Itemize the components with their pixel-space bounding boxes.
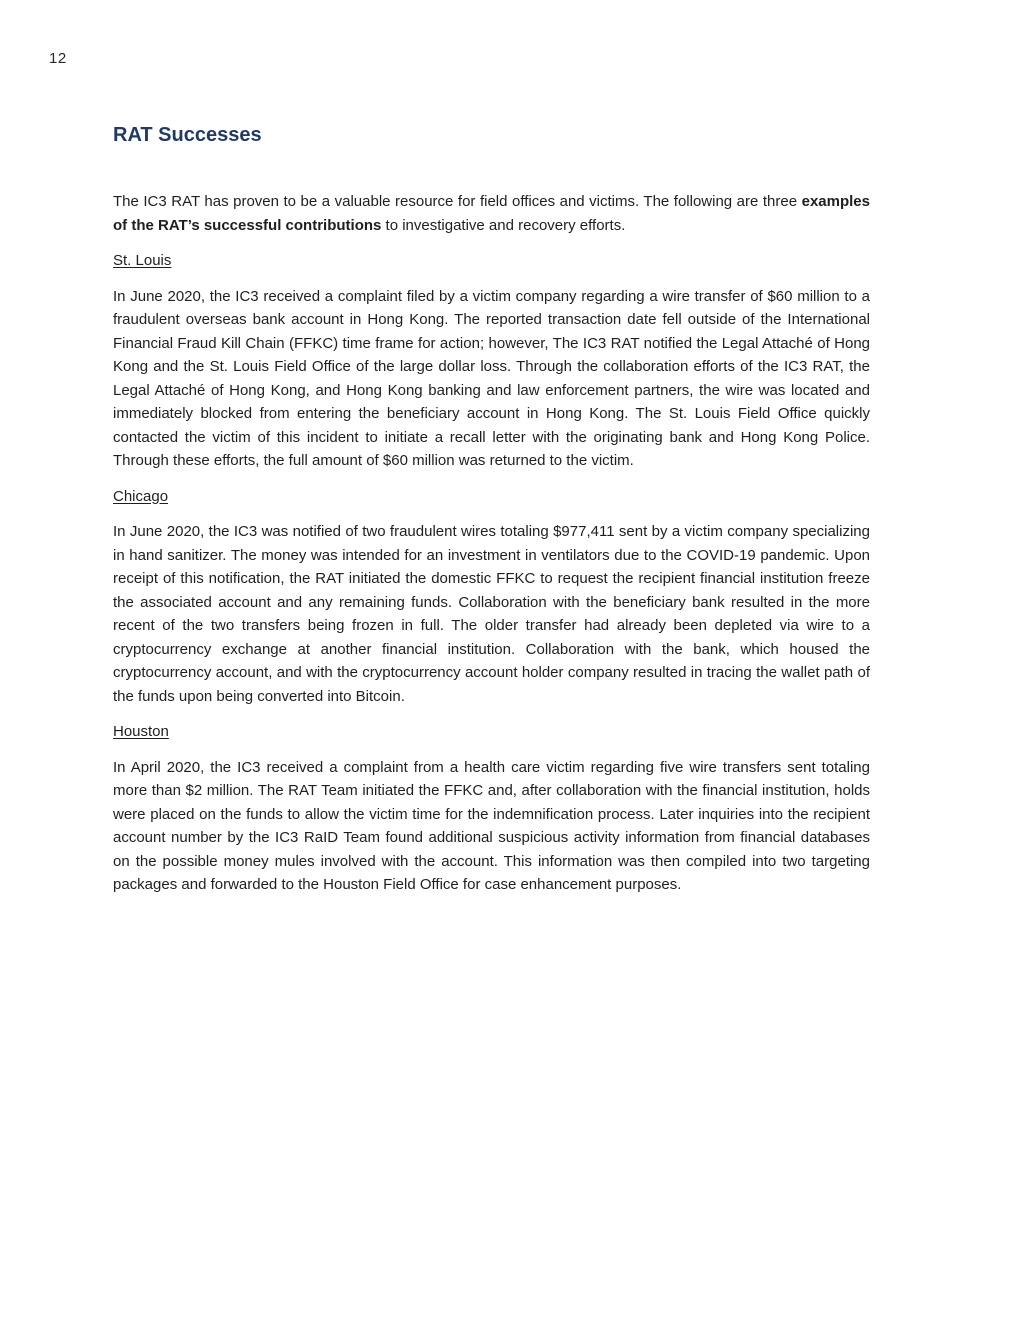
section-label-chicago: Chicago — [113, 487, 169, 505]
section-label-houston: Houston — [113, 723, 169, 740]
section-body-st-louis: In June 2020, the IC3 received a complaint filed by a victim company regarding a wire transfer of $60 million to a fraudulent overseas bank account in Hong Kong. The reported transaction date fell outside of the International Financial Fraud Kill Chain (FFKC) time frame for action; however, The IC3 RAT notified the Legal Attaché of Hong Kong and the St. Louis Field Office of the large dollar loss. Through the collaboration efforts of the IC3 RAT, the Legal Attaché of Hong Kong, and Hong Kong banking and law enforcement partners, the wire was located and immediately blocked from entering the beneficiary account in Hong Kong. The St. Louis Field Office quickly contacted the victim of this incident to initiate a recall letter with the originating bank and Hong Kong Police. Through these efforts, the full amount of $60 million was returned to the victim. — [113, 287, 870, 469]
intro-paragraph — [113, 190, 870, 237]
section-body-houston: In April 2020, the IC3 received a complaint from a health care victim regarding five wire transfers sent totaling more than $2 million. The RAT Team initiated the FFKC and, after collaboration with the financial institution, holds were placed on the funds to allow the victim time for the indemnification process. Later inquiries into the recipient account number by the IC3 RaID Team found additional suspicious activity information from financial databases on the possible money mules involved with the account. This information was then compiled into two targeting packages and forwarded to the Houston Field Office for case enhancement purposes. — [113, 758, 870, 893]
section-body-chicago: In June 2020, the IC3 was notified of two fraudulent wires totaling $977,411 sent by a victim company specializing in hand sanitizer. The money was intended for an investment in ventilators due to the COVID-19 pandemic. Upon receipt of this notification, the RAT initiated the domestic FFKC to request the recipient financial institution freeze the associated account and any remaining funds. Collaboration with the beneficiary bank resulted in the more recent of the two transfers being frozen in full. The older transfer had already been depleted via wire to a cryptocurrency exchange at another financial institution. Collaboration with the bank, which housed the cryptocurrency account, and with the cryptocurrency account holder company resulted in tracing the wallet path of the funds upon being converted into Bitcoin. — [113, 523, 870, 705]
intro-text-start: The IC3 RAT has proven to be a valuable resource for field offices and victims. The following are three — [113, 193, 802, 210]
page-content — [113, 120, 870, 897]
page-number: 12 — [49, 50, 67, 67]
section-heading: RAT Successes — [113, 124, 262, 146]
intro-bold-text: examples of the RAT’s successful contributions — [113, 193, 870, 234]
section-label-st-louis: St. Louis — [113, 252, 172, 269]
intro-text-end: to investigative and recovery efforts. — [381, 216, 626, 234]
